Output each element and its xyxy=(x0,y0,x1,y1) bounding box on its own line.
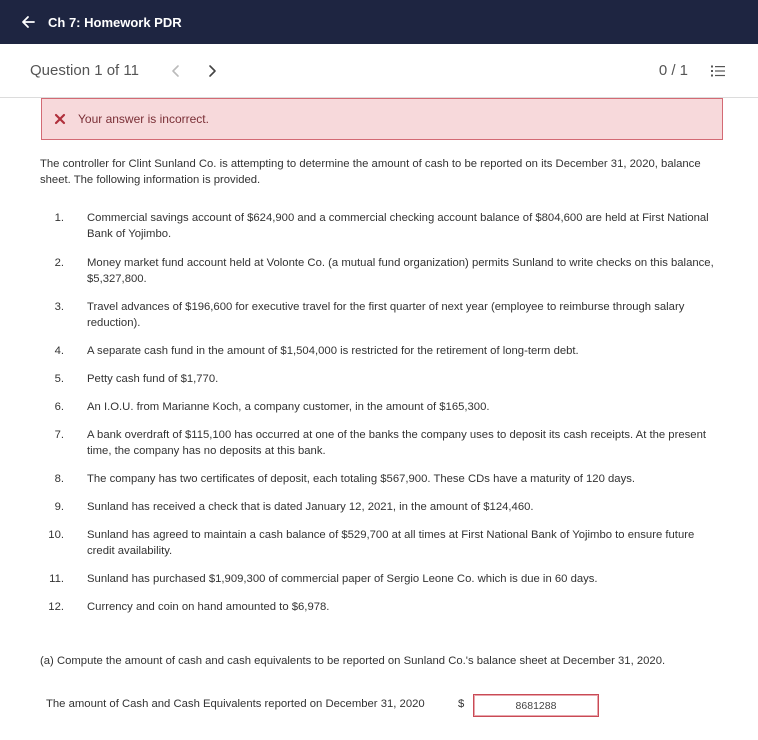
list-item xyxy=(40,427,720,459)
arrow-left-icon[interactable] xyxy=(20,14,36,30)
item-text: Currency and coin on hand amounted to $6,978. xyxy=(87,601,330,613)
item-number: 9. xyxy=(54,501,64,513)
item-number: 5. xyxy=(54,373,64,385)
item-text: Petty cash fund of $1,770. xyxy=(87,373,219,385)
list-item xyxy=(40,571,720,587)
list-item xyxy=(40,255,720,287)
question-panel xyxy=(30,98,735,740)
list-item xyxy=(40,499,720,515)
question-score: 0 / 1 xyxy=(658,62,688,79)
item-text: Sunland has received a check that is dated January 12, 2021, in the amount of $124,460. xyxy=(87,501,534,513)
item-number: 11. xyxy=(49,573,64,585)
item-text: Travel advances of $196,600 for executive travel for the first quarter of next year (employee to reimburse through salary reduction). xyxy=(87,301,685,329)
header-bar xyxy=(0,0,758,44)
list-item xyxy=(40,299,720,331)
question-nav-bar xyxy=(0,44,758,98)
item-text: Commercial savings account of $624,900 and a commercial checking account balance of $804,600 are held at First National Bank of Yojimbo. xyxy=(87,212,709,240)
item-text: Money market fund account held at Volonte Co. (a mutual fund organization) permits Sunland to write checks on this balance, $5,327,800. xyxy=(87,257,714,285)
item-text: Sunland has agreed to maintain a cash balance of $529,700 at all times at First National Bank of Yojimbo to ensure future credit availability. xyxy=(87,529,695,557)
item-number: 1. xyxy=(54,212,64,224)
item-number: 6. xyxy=(54,401,64,413)
list-item xyxy=(40,371,720,387)
list-icon[interactable] xyxy=(710,63,726,79)
assignment-title: Ch 7: Homework PDR xyxy=(48,14,182,30)
item-number: 3. xyxy=(54,301,64,313)
x-mark-icon xyxy=(54,113,66,125)
list-item xyxy=(40,210,720,242)
item-number: 2. xyxy=(54,257,64,269)
chevron-left-icon[interactable] xyxy=(169,64,183,78)
list-item xyxy=(40,599,720,615)
part-a-prompt: (a) Compute the amount of cash and cash equivalents to be reported on Sunland Co.'s balance sheet at December 31, 2020. xyxy=(40,655,666,667)
item-number: 12. xyxy=(48,601,64,613)
item-text: Sunland has purchased $1,909,300 of commercial paper of Sergio Leone Co. which is due in 60 days. xyxy=(87,573,598,585)
answer-label: The amount of Cash and Cash Equivalents reported on December 31, 2020 xyxy=(46,698,425,710)
currency-symbol: $ xyxy=(458,698,465,710)
list-item xyxy=(40,527,720,559)
item-number: 10. xyxy=(48,529,64,541)
list-item xyxy=(40,471,720,487)
incorrect-alert xyxy=(41,98,723,140)
item-text: The company has two certificates of deposit, each totaling $567,900. These CDs have a maturity of 120 days. xyxy=(87,473,635,485)
list-item xyxy=(40,343,720,359)
problem-intro: The controller for Clint Sunland Co. is attempting to determine the amount of cash to be reported on its December 31, 2020, balance sheet. The following information is provided. xyxy=(40,158,701,186)
item-number: 4. xyxy=(54,345,64,357)
alert-message: Your answer is incorrect. xyxy=(78,112,209,126)
item-number: 8. xyxy=(54,473,64,485)
cash-equivalents-input[interactable] xyxy=(473,694,599,717)
item-number: 7. xyxy=(54,429,64,441)
list-item xyxy=(40,399,720,415)
chevron-right-icon[interactable] xyxy=(205,64,219,78)
item-text: A separate cash fund in the amount of $1,504,000 is restricted for the retirement of long-term debt. xyxy=(87,345,579,357)
item-text: A bank overdraft of $115,100 has occurred at one of the banks the company uses to deposit its cash receipts. At the present time, the company has no deposits at this bank. xyxy=(87,429,706,457)
item-text: An I.O.U. from Marianne Koch, a company customer, in the amount of $165,300. xyxy=(87,401,490,413)
question-counter: Question 1 of 11 xyxy=(30,62,139,79)
